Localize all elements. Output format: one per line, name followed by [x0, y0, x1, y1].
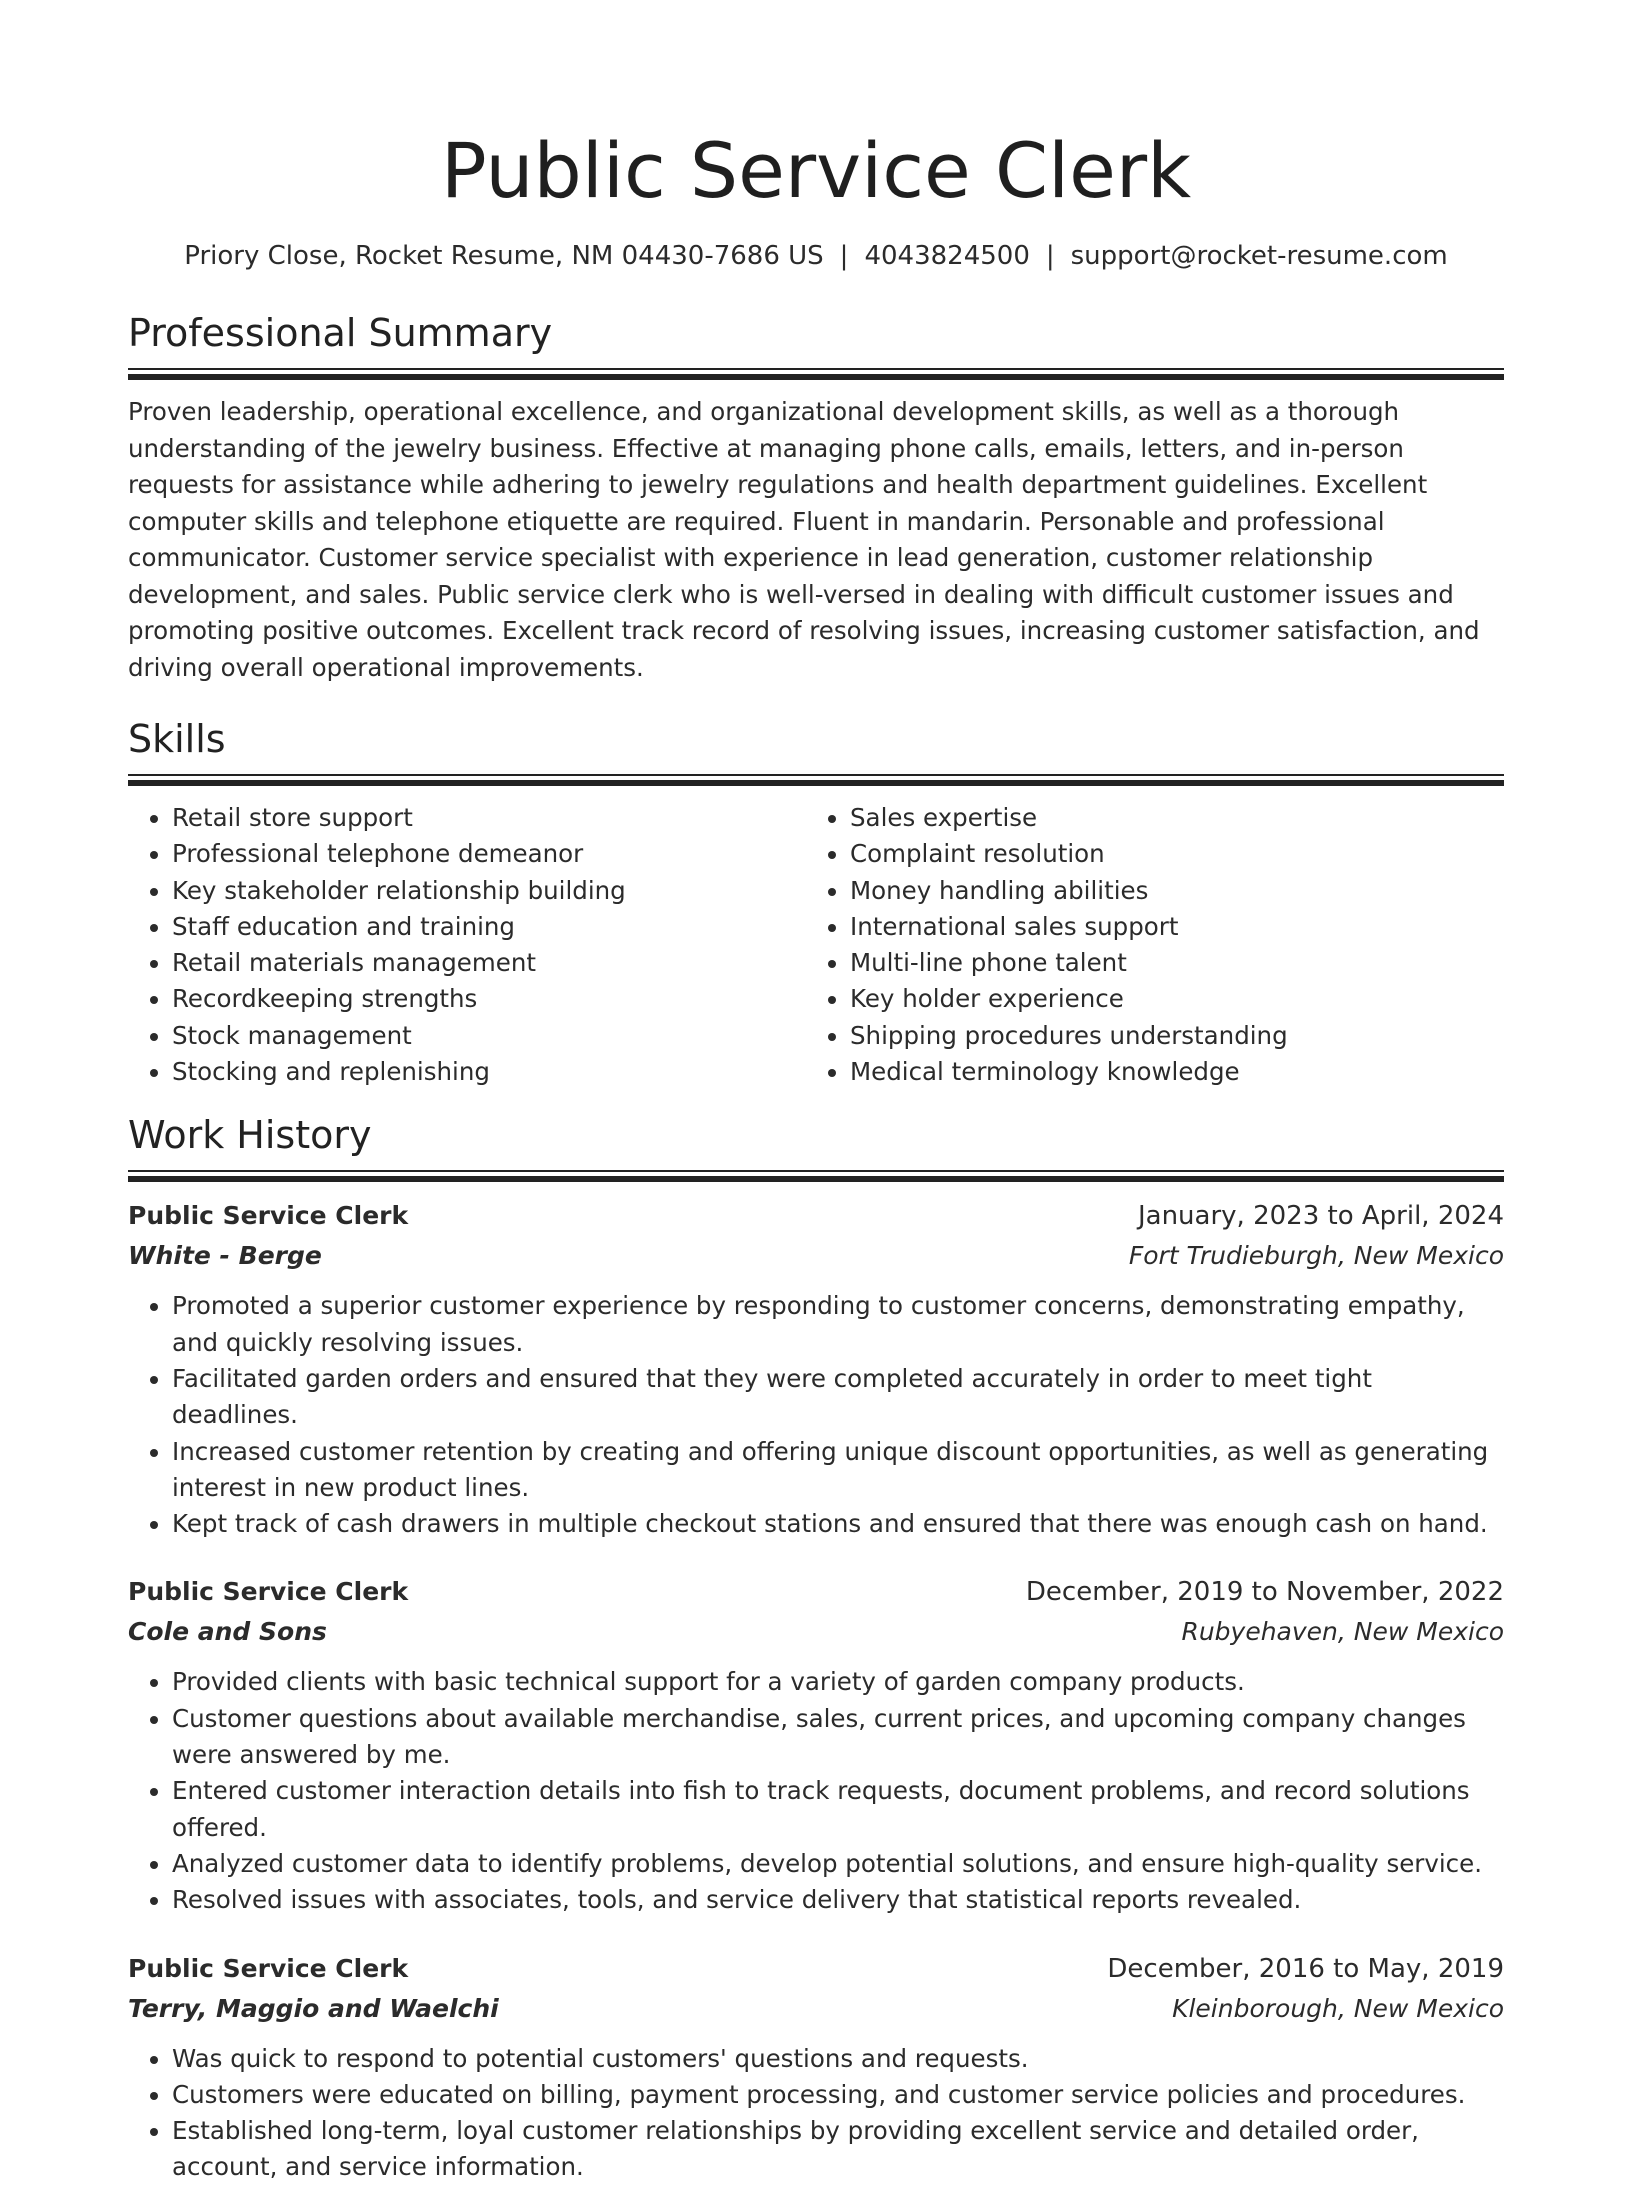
job-company: Cole and Sons	[128, 1617, 327, 1647]
skill-item: • Stocking and replenishing	[172, 1054, 806, 1090]
skill-item: • Money handling abilities	[850, 873, 1484, 909]
job-location: Rubyehaven, New Mexico	[1181, 1617, 1504, 1647]
skills-list-left	[128, 800, 806, 1090]
job-company-row	[128, 1612, 1504, 1652]
job-bullets	[128, 1664, 1504, 1918]
skills-section	[128, 714, 1504, 1090]
job-bullet: • Promoted a superior customer experience by responding to customer concerns, demonstrating empathy, and quickly resolving issues.	[172, 1288, 1504, 1361]
job-bullet: • Provided clients with basic technical support for a variety of garden company products.	[172, 1664, 1504, 1700]
contact-separator: |	[1045, 241, 1055, 271]
job-dates: December, 2019 to November, 2022	[1025, 1577, 1504, 1608]
job-company-row	[128, 1989, 1504, 2029]
job-title: Public Service Clerk	[128, 1577, 409, 1607]
skills-list-right	[806, 800, 1484, 1090]
job-bullet: • Resolved issues with associates, tools, and service delivery that statistical reports revealed.	[172, 1882, 1504, 1918]
page-title: Public Service Clerk	[440, 126, 1192, 215]
job-bullet: • Entered customer interaction details into fish to track requests, document problems, and record solutions offered.	[172, 1773, 1504, 1846]
section-heading: Work History	[128, 1113, 372, 1158]
contact-email: support@rocket-resume.com	[1070, 241, 1448, 271]
job-header-row	[128, 1572, 1504, 1612]
job-bullet: • Kept track of cash drawers in multiple checkout stations and ensured that there was enough cash on hand.	[172, 1506, 1504, 1542]
job-bullet: • Analyzed customer data to identify problems, develop potential solutions, and ensure high-quality service.	[172, 1846, 1504, 1882]
professional-summary-section	[128, 308, 1504, 686]
job-bullet: • Customer questions about available merchandise, sales, current prices, and upcoming company changes were answered by me.	[172, 1701, 1504, 1774]
job-bullet: • Established long-term, loyal customer relationships by providing excellent service and detailed order, account, and service information.	[172, 2113, 1504, 2186]
job-entry	[128, 1949, 1504, 2186]
job-company: Terry, Maggio and Waelchi	[128, 1993, 499, 2023]
job-dates: December, 2016 to May, 2019	[1107, 1953, 1504, 1984]
job-header-row	[128, 1196, 1504, 1236]
contact-line	[128, 238, 1504, 274]
job-header-row	[128, 1949, 1504, 1989]
section-divider	[128, 368, 1504, 380]
skill-item: • International sales support	[850, 909, 1484, 945]
skill-item: • Sales expertise	[850, 800, 1484, 836]
job-entry	[128, 1196, 1504, 1542]
job-bullet: • Facilitated garden orders and ensured that they were completed accurately in order to meet tight deadlines.	[172, 1361, 1504, 1434]
job-location: Kleinborough, New Mexico	[1172, 1993, 1504, 2023]
skill-item: • Key stakeholder relationship building	[172, 873, 806, 909]
work-history-section	[128, 1110, 1504, 2185]
job-bullet: • Was quick to respond to potential customers' questions and requests.	[172, 2041, 1504, 2077]
job-bullet: • Increased customer retention by creating and offering unique discount opportunities, as well as generating interest in new product lines.	[172, 1434, 1504, 1507]
contact-address: Priory Close, Rocket Resume, NM 04430-7686 US	[184, 241, 824, 271]
resume-page	[128, 0, 1504, 2186]
job-entry	[128, 1572, 1504, 1918]
skill-item: • Shipping procedures understanding	[850, 1018, 1484, 1054]
job-location: Fort Trudieburgh, New Mexico	[1128, 1241, 1504, 1271]
job-dates: January, 2023 to April, 2024	[1137, 1201, 1504, 1232]
skill-item: • Retail store support	[172, 800, 806, 836]
contact-phone: 4043824500	[864, 241, 1030, 271]
job-company: White - Berge	[128, 1241, 322, 1271]
skill-item: • Multi-line phone talent	[850, 945, 1484, 981]
job-bullet: • Customers were educated on billing, payment processing, and customer service policies and procedures.	[172, 2077, 1504, 2113]
job-bullets	[128, 2041, 1504, 2186]
skill-item: • Recordkeeping strengths	[172, 981, 806, 1017]
skill-item: • Stock management	[172, 1018, 806, 1054]
section-divider	[128, 1170, 1504, 1182]
job-title: Public Service Clerk	[128, 1953, 409, 1983]
summary-text: Proven leadership, operational excellence, and organizational development skills, as well as a thorough understanding of the jewelry business. Effective at managing phone calls, emails, letters, and in-person requests for assistance while adhering to jewelry regulations and health department guidelines. Excellent computer skills and telephone etiquette are required. Fluent in mandarin. Personable and professional communicator. Customer service specialist with experience in lead generation, customer relationship development, and sales. Public service clerk who is well-versed in dealing with difficult customer issues and promoting positive outcomes. Excellent track record of resolving issues, increasing customer satisfaction, and driving overall operational improvements.	[128, 397, 1480, 682]
skill-item: • Medical terminology knowledge	[850, 1054, 1484, 1090]
job-bullets	[128, 1288, 1504, 1542]
job-company-row	[128, 1236, 1504, 1276]
skill-item: • Professional telephone demeanor	[172, 836, 806, 872]
section-heading: Professional Summary	[128, 311, 553, 355]
section-divider	[128, 774, 1504, 786]
skill-item: • Retail materials management	[172, 945, 806, 981]
skill-item: • Key holder experience	[850, 981, 1484, 1017]
section-heading: Skills	[128, 717, 226, 761]
job-title: Public Service Clerk	[128, 1201, 409, 1231]
skills-grid	[128, 800, 1504, 1090]
contact-separator: |	[839, 241, 849, 271]
skill-item: • Staff education and training	[172, 909, 806, 945]
skill-item: • Complaint resolution	[850, 836, 1484, 872]
